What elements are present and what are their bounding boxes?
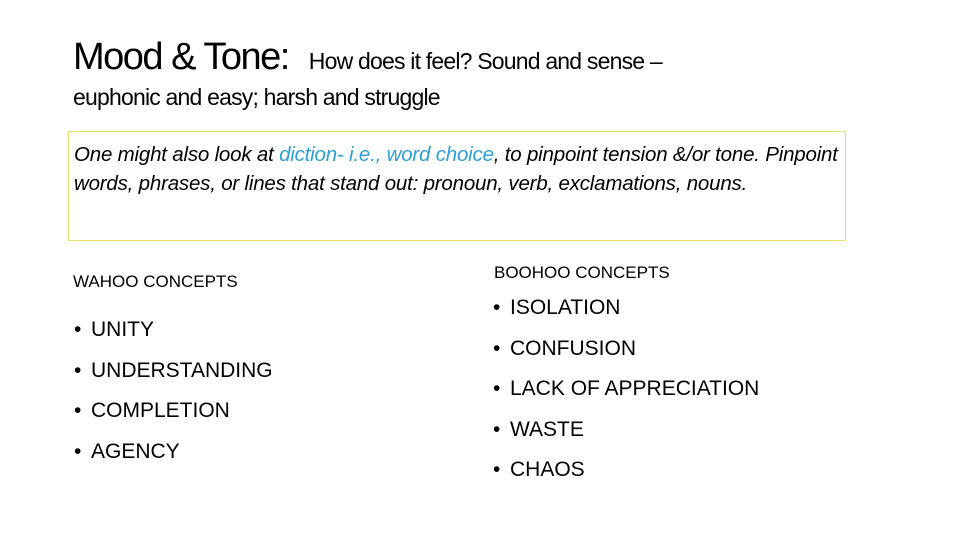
list-item (74, 310, 273, 351)
list-item-label: AGENCY (91, 439, 180, 463)
callout-text-end: , to pinpoint tension &/or tone. Pinpoint words, phrases, or lines that stand out: pronoun, verb, exclamations, nouns. (74, 143, 838, 195)
list-item-label: UNITY (91, 318, 154, 341)
boohoo-list (493, 288, 759, 491)
list-item (493, 369, 759, 410)
bullet-icon: • (74, 399, 82, 422)
list-item-label: LACK OF APPRECIATION (510, 377, 760, 400)
callout-highlight: diction- i.e., word choice (279, 143, 494, 166)
list-item (74, 351, 273, 392)
title-main: Mood & Tone: (73, 36, 289, 78)
wahoo-list (74, 310, 273, 472)
bullet-icon: • (74, 439, 82, 463)
list-item-label: ISOLATION (510, 296, 621, 319)
bullet-icon: • (493, 336, 501, 360)
bullet-icon: • (74, 318, 82, 341)
list-item (493, 329, 759, 370)
bullet-icon: • (493, 458, 501, 481)
list-item-label: CHAOS (510, 458, 585, 481)
callout-box (68, 131, 846, 241)
list-item-label: CONFUSION (510, 336, 636, 360)
bullet-icon: • (493, 377, 501, 400)
list-item (493, 450, 759, 491)
list-item (493, 288, 759, 329)
list-item-label: UNDERSTANDING (91, 358, 273, 382)
boohoo-heading: BOOHOO CONCEPTS (494, 263, 670, 282)
callout-text-start: One might also look at (74, 143, 280, 166)
title-subtitle-line2: euphonic and easy; harsh and struggle (73, 84, 440, 110)
list-item-label: COMPLETION (91, 399, 230, 422)
bullet-icon: • (74, 358, 82, 382)
list-item (74, 432, 273, 473)
list-item-label: WASTE (510, 417, 584, 441)
list-item (493, 410, 759, 451)
title-subtitle: How does it feel? Sound and sense – (308, 48, 662, 74)
list-item (74, 391, 273, 432)
bullet-icon: • (493, 417, 501, 441)
bullet-icon: • (493, 296, 501, 319)
slide-title (73, 36, 662, 79)
wahoo-heading: WAHOO CONCEPTS (73, 272, 238, 291)
